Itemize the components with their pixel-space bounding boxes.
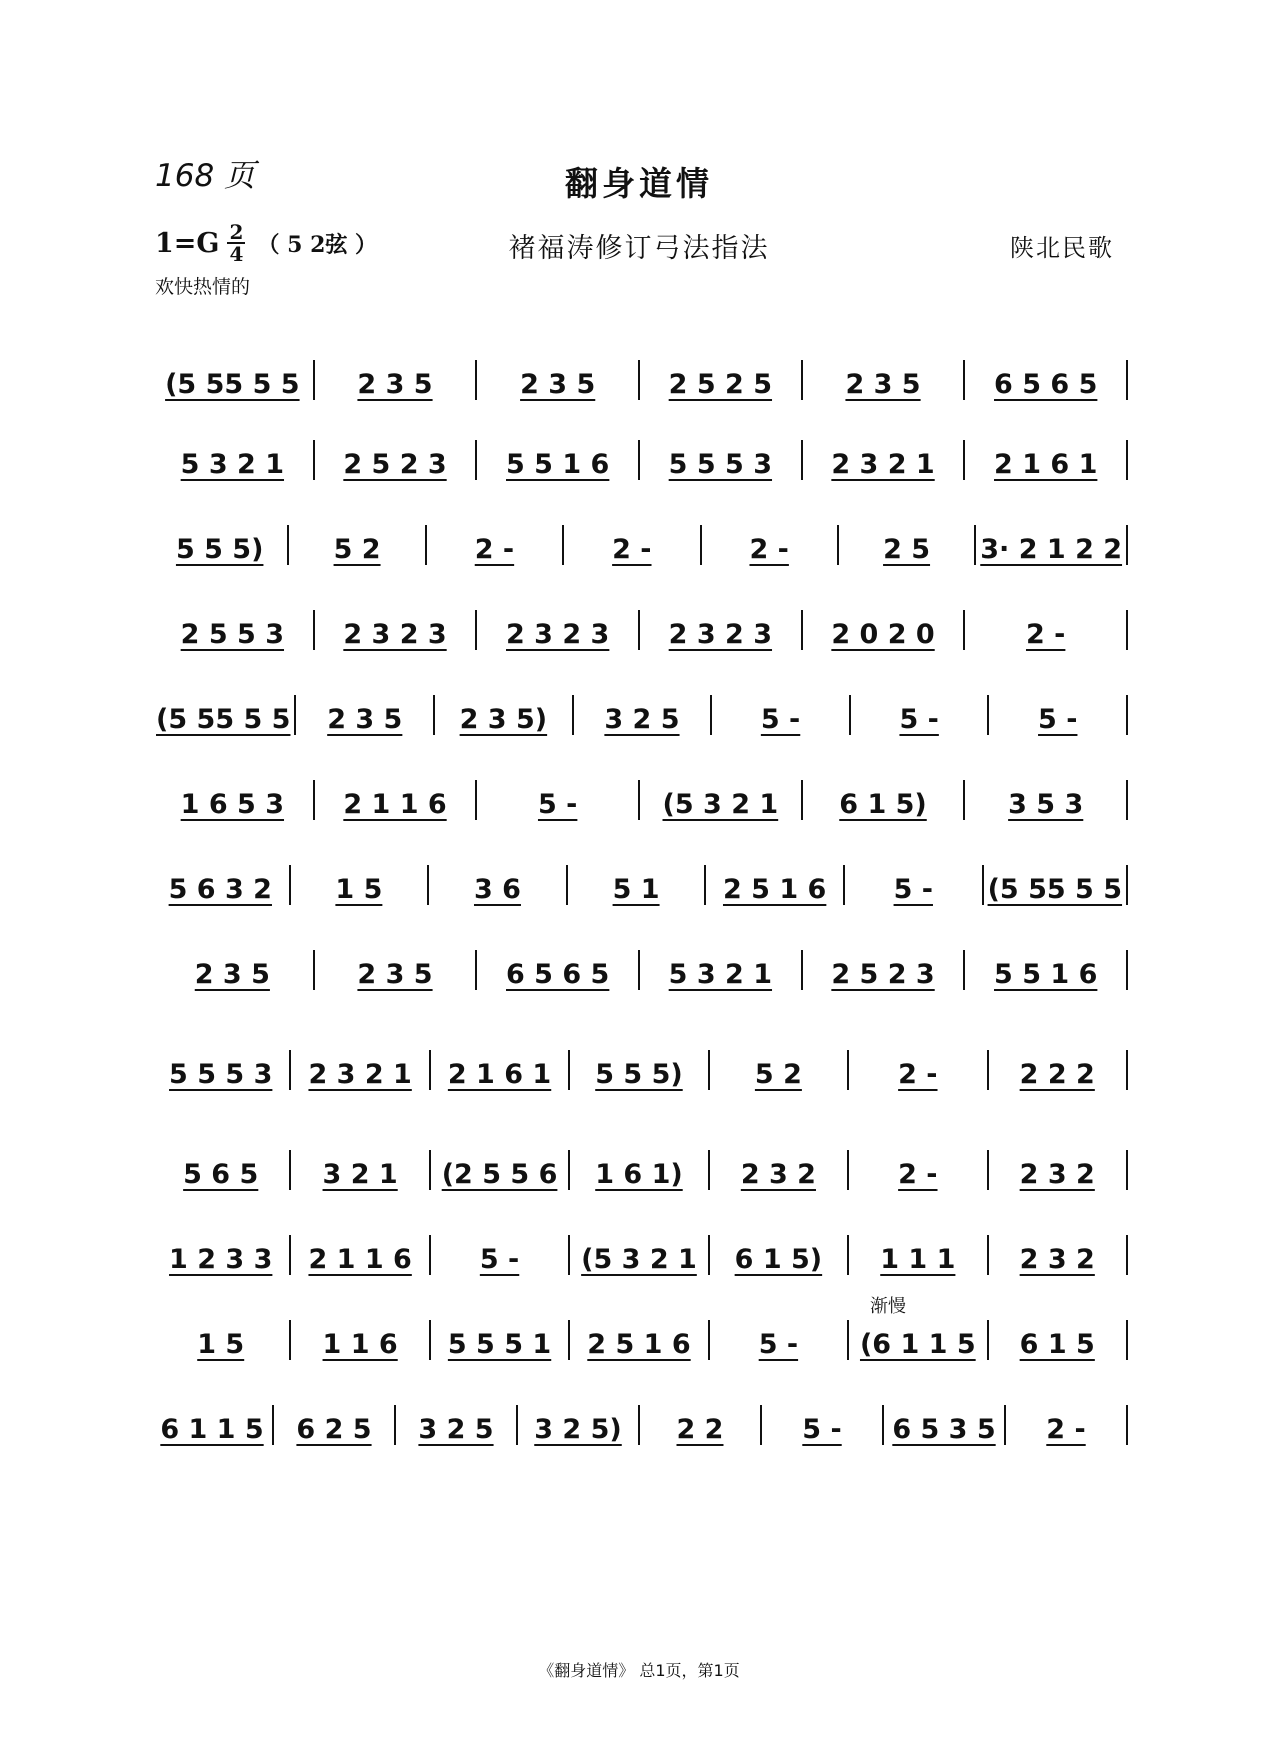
measure bbox=[884, 1414, 1004, 1445]
measure bbox=[315, 959, 476, 990]
measure bbox=[152, 1059, 289, 1090]
notes: 2 3 2 3 bbox=[343, 619, 447, 650]
measure bbox=[152, 1159, 289, 1190]
notes: 2 3 2 1 bbox=[308, 1059, 412, 1090]
score-line bbox=[152, 845, 1128, 905]
score-line bbox=[152, 930, 1128, 990]
measure bbox=[396, 1414, 516, 1445]
measure bbox=[965, 449, 1126, 480]
time-top: 2 bbox=[229, 220, 244, 244]
measure bbox=[640, 959, 801, 990]
measure bbox=[706, 874, 843, 905]
notes: 5 - bbox=[537, 789, 578, 820]
measure bbox=[431, 1329, 568, 1360]
measure bbox=[274, 1414, 394, 1445]
measure bbox=[710, 1159, 847, 1190]
measure bbox=[152, 449, 313, 480]
score-line bbox=[152, 505, 1128, 565]
reviser-credit: 褚福涛修订弓法指法 bbox=[508, 233, 770, 264]
measure bbox=[477, 789, 638, 820]
notes: (5 55 5 5 bbox=[165, 369, 300, 400]
notes: 6 5 3 5 bbox=[892, 1414, 996, 1445]
measure bbox=[965, 619, 1126, 650]
notes: 5 - bbox=[899, 704, 939, 735]
notes: 3 5 3 bbox=[1008, 789, 1084, 820]
notes: 5 - bbox=[758, 1329, 799, 1360]
notes: 3 2 1 bbox=[322, 1159, 398, 1190]
notes: 2 5 2 3 bbox=[831, 959, 935, 990]
notes: 2 3 5 bbox=[845, 369, 921, 400]
score-line bbox=[152, 1030, 1128, 1090]
notes: 2 3 2 3 bbox=[506, 619, 610, 650]
measure bbox=[989, 1329, 1126, 1360]
measure bbox=[710, 1244, 847, 1275]
measure bbox=[291, 1159, 428, 1190]
notes: 2 1 6 1 bbox=[994, 449, 1098, 480]
notes: 3 6 bbox=[473, 874, 521, 905]
measure bbox=[710, 1059, 847, 1090]
notes: 2 3 5 bbox=[357, 369, 433, 400]
notes: 5 6 5 bbox=[183, 1159, 259, 1190]
measure bbox=[849, 1159, 986, 1190]
bar-line bbox=[1126, 1235, 1128, 1275]
measure bbox=[518, 1414, 638, 1445]
notes: 2 - bbox=[898, 1059, 938, 1090]
measure bbox=[477, 369, 638, 400]
score-line bbox=[152, 1215, 1128, 1275]
measure bbox=[152, 789, 313, 820]
measure bbox=[710, 1329, 847, 1360]
measure bbox=[849, 1244, 986, 1275]
notes: 5 - bbox=[1038, 704, 1078, 735]
notes: 2 3 5 bbox=[357, 959, 433, 990]
measure bbox=[152, 1329, 289, 1360]
measure bbox=[839, 534, 974, 565]
notes: 1 5 bbox=[335, 874, 383, 905]
bar-line bbox=[1126, 1320, 1128, 1360]
notes: 2 1 1 6 bbox=[308, 1244, 412, 1275]
measure bbox=[989, 1059, 1126, 1090]
measure bbox=[640, 789, 801, 820]
notes: 3· 2 1 2 2 bbox=[980, 534, 1123, 565]
score-line bbox=[152, 420, 1128, 480]
score-line bbox=[152, 760, 1128, 820]
measure bbox=[291, 1059, 428, 1090]
bar-line bbox=[1126, 1150, 1128, 1190]
bar-line bbox=[1126, 865, 1128, 905]
notes: 5 3 2 1 bbox=[668, 959, 773, 990]
measure bbox=[152, 874, 289, 905]
score-line bbox=[152, 1130, 1128, 1190]
notes: 5 5 1 6 bbox=[506, 449, 610, 480]
notes: 2 5 1 6 bbox=[722, 874, 827, 905]
notes: (5 55 5 5 bbox=[156, 704, 291, 735]
notes: 2 2 bbox=[676, 1414, 724, 1445]
measure bbox=[989, 1159, 1126, 1190]
notes: 5 5 5) bbox=[595, 1059, 683, 1090]
measure bbox=[152, 1414, 272, 1445]
notes: 1 2 3 3 bbox=[169, 1244, 273, 1275]
measure bbox=[574, 704, 711, 735]
notes: 3 2 5 bbox=[418, 1414, 494, 1445]
page-label: 168 页 bbox=[155, 158, 256, 194]
notes: 6 1 5) bbox=[734, 1244, 823, 1275]
measure bbox=[984, 874, 1126, 905]
notes: 6 5 6 5 bbox=[994, 369, 1098, 400]
measure bbox=[640, 619, 801, 650]
notes: 2 - bbox=[1046, 1414, 1086, 1445]
measure bbox=[965, 369, 1126, 400]
measure bbox=[1006, 1414, 1126, 1445]
measure bbox=[152, 959, 313, 990]
notes: 6 5 6 5 bbox=[506, 959, 610, 990]
notes: 2 3 5 bbox=[194, 959, 270, 990]
tempo-marking: 欢快热情的 bbox=[155, 276, 251, 298]
bar-line bbox=[1126, 695, 1128, 735]
measure bbox=[965, 959, 1126, 990]
measure bbox=[477, 619, 638, 650]
measure bbox=[803, 619, 964, 650]
notes: 5 - bbox=[760, 704, 801, 735]
score-line bbox=[152, 1300, 1128, 1360]
measure bbox=[431, 1159, 568, 1190]
measure bbox=[803, 959, 964, 990]
bar-line bbox=[1126, 780, 1128, 820]
notes: 6 1 5 bbox=[1019, 1329, 1095, 1360]
notes: 1 5 bbox=[197, 1329, 245, 1360]
notes: 5 5 5) bbox=[175, 534, 264, 565]
notes: 2 3 2 bbox=[1019, 1244, 1095, 1275]
notes: 2 2 2 bbox=[1019, 1059, 1095, 1090]
measure bbox=[849, 1329, 986, 1360]
measure bbox=[431, 1059, 568, 1090]
notes: 2 5 5 3 bbox=[180, 619, 285, 650]
notes: 1 1 1 bbox=[880, 1244, 956, 1275]
measure bbox=[477, 959, 638, 990]
notes: 1 6 1) bbox=[595, 1159, 683, 1190]
time-bottom: 4 bbox=[229, 242, 244, 266]
measure bbox=[976, 534, 1126, 565]
measure bbox=[712, 704, 849, 735]
notes: 1 1 6 bbox=[322, 1329, 398, 1360]
notes: (5 3 2 1 bbox=[581, 1244, 697, 1275]
notes: (5 3 2 1 bbox=[662, 789, 779, 820]
measure bbox=[289, 534, 424, 565]
measure bbox=[564, 534, 699, 565]
measure bbox=[762, 1414, 882, 1445]
bar-line bbox=[1126, 525, 1128, 565]
measure bbox=[152, 619, 313, 650]
measure bbox=[851, 704, 988, 735]
score-line bbox=[152, 675, 1128, 735]
measure bbox=[570, 1244, 707, 1275]
notes: 5 - bbox=[893, 874, 933, 905]
notes: 2 3 2 bbox=[740, 1159, 816, 1190]
string-tuning: （ 5 2弦 ） bbox=[257, 231, 378, 258]
notes: 2 0 2 0 bbox=[831, 619, 935, 650]
measure bbox=[296, 704, 433, 735]
measure bbox=[803, 449, 964, 480]
notes: 5 2 bbox=[333, 534, 381, 565]
measure bbox=[427, 534, 562, 565]
footer: 《翻身道情》 总1页，第1页 bbox=[538, 1661, 740, 1680]
measure bbox=[429, 874, 566, 905]
notes: 5 - bbox=[479, 1244, 520, 1275]
measure bbox=[570, 1159, 707, 1190]
measure bbox=[291, 1329, 428, 1360]
measure bbox=[291, 874, 428, 905]
notes: 2 5 2 5 bbox=[668, 369, 773, 400]
bar-line bbox=[1126, 440, 1128, 480]
notes: 2 3 5) bbox=[459, 704, 548, 735]
measure bbox=[315, 369, 476, 400]
notes: 5 6 3 2 bbox=[168, 874, 272, 905]
score-line bbox=[152, 1385, 1128, 1445]
measure bbox=[315, 619, 476, 650]
notes: (2 5 5 6 bbox=[441, 1159, 558, 1190]
measure bbox=[702, 534, 837, 565]
measure bbox=[845, 874, 982, 905]
notes: 2 - bbox=[749, 534, 789, 565]
measure bbox=[435, 704, 572, 735]
measure bbox=[640, 369, 801, 400]
notes: 2 - bbox=[898, 1159, 938, 1190]
measure bbox=[431, 1244, 568, 1275]
notes: 2 3 5 bbox=[327, 704, 403, 735]
notes: 2 - bbox=[474, 534, 515, 565]
notes: 5 - bbox=[802, 1414, 842, 1445]
notes: 6 2 5 bbox=[296, 1414, 372, 1445]
notes: 2 5 bbox=[883, 534, 931, 565]
bar-line bbox=[1126, 950, 1128, 990]
notes: 6 1 5) bbox=[839, 789, 927, 820]
notes: 5 5 5 1 bbox=[447, 1329, 552, 1360]
bar-line bbox=[1126, 610, 1128, 650]
measure bbox=[152, 704, 294, 735]
measure bbox=[640, 1414, 760, 1445]
ritardando-marking: 渐慢 bbox=[870, 1296, 906, 1317]
notes: 5 3 2 1 bbox=[180, 449, 285, 480]
notes: 5 1 bbox=[612, 874, 660, 905]
measure bbox=[849, 1059, 986, 1090]
song-origin: 陕北民歌 bbox=[1010, 234, 1114, 262]
measure bbox=[315, 789, 476, 820]
measure bbox=[570, 1059, 707, 1090]
measure bbox=[152, 534, 287, 565]
measure bbox=[570, 1329, 707, 1360]
measure bbox=[152, 1244, 289, 1275]
bar-line bbox=[1126, 1050, 1128, 1090]
notes: 1 6 5 3 bbox=[180, 789, 285, 820]
measure bbox=[965, 789, 1126, 820]
key-label: 1=G bbox=[155, 227, 220, 259]
measure bbox=[989, 704, 1126, 735]
notes: (6 1 1 5 bbox=[859, 1329, 976, 1360]
notes: 5 2 bbox=[754, 1059, 802, 1090]
measure bbox=[989, 1244, 1126, 1275]
notes: 5 5 1 6 bbox=[994, 959, 1098, 990]
notes: 2 - bbox=[1025, 619, 1066, 650]
song-title: 翻身道情 bbox=[565, 164, 713, 203]
notes: 2 3 2 1 bbox=[831, 449, 935, 480]
measure bbox=[477, 449, 638, 480]
notes: 2 1 6 1 bbox=[447, 1059, 552, 1090]
bar-line bbox=[1126, 1405, 1128, 1445]
notes: 2 5 1 6 bbox=[587, 1329, 691, 1360]
notes: 2 1 1 6 bbox=[343, 789, 447, 820]
bar-line bbox=[1126, 360, 1128, 400]
measure bbox=[640, 449, 801, 480]
notes: 2 - bbox=[612, 534, 652, 565]
notes: 6 1 1 5 bbox=[160, 1414, 264, 1445]
measure bbox=[291, 1244, 428, 1275]
measure bbox=[315, 449, 476, 480]
notes: 3 2 5) bbox=[534, 1414, 622, 1445]
notes: 2 5 2 3 bbox=[343, 449, 447, 480]
measure bbox=[568, 874, 705, 905]
score-line bbox=[152, 590, 1128, 650]
measure bbox=[803, 369, 964, 400]
score-line bbox=[152, 340, 1128, 400]
notes: (5 55 5 5 bbox=[987, 874, 1123, 905]
notes: 2 3 2 bbox=[1019, 1159, 1095, 1190]
notes: 3 2 5 bbox=[604, 704, 680, 735]
notes: 5 5 5 3 bbox=[668, 449, 773, 480]
notes: 5 5 5 3 bbox=[169, 1059, 273, 1090]
notes: 2 3 2 3 bbox=[668, 619, 773, 650]
notes: 2 3 5 bbox=[520, 369, 596, 400]
measure bbox=[152, 369, 313, 400]
measure bbox=[803, 789, 964, 820]
